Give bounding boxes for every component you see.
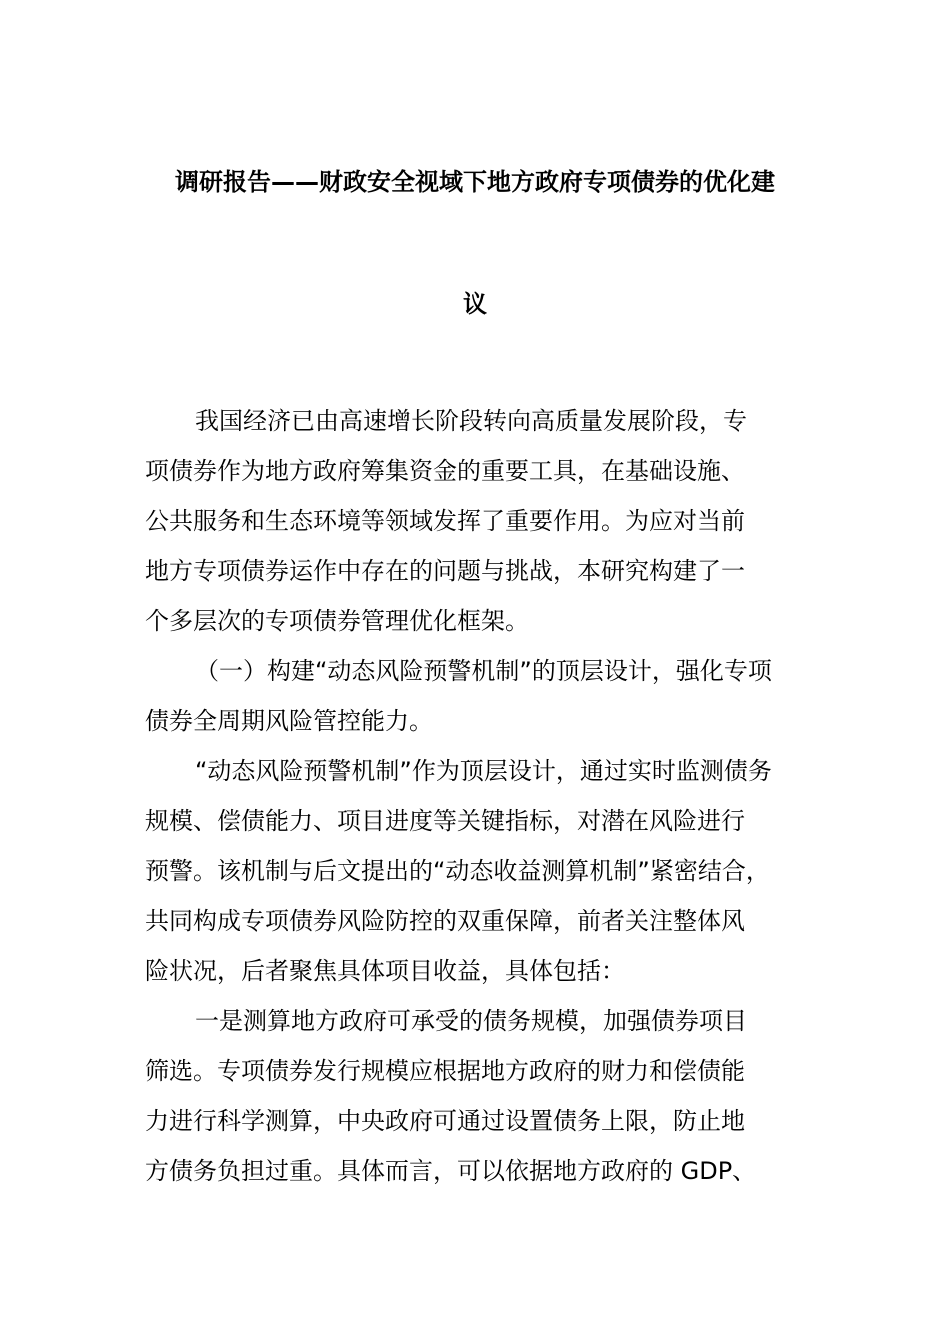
body-line: 债券全周期风险管控能力。	[145, 707, 433, 735]
body-line: 我国经济已由高速增长阶段转向高质量发展阶段，专	[195, 407, 747, 435]
body-line: 规模、偿债能力、项目进度等关键指标，对潜在风险进行	[145, 807, 745, 835]
body-line: 项债券作为地方政府筹集资金的重要工具，在基础设施、	[145, 457, 745, 485]
body-line: 方债务负担过重。具体而言，可以依据地方政府的 GDP、	[145, 1157, 757, 1185]
body-line: 个多层次的专项债券管理优化框架。	[145, 607, 529, 635]
body-line: 公共服务和生态环境等领域发挥了重要作用。为应对当前	[145, 507, 745, 535]
body-line: 预警。该机制与后文提出的“动态收益测算机制”紧密结合，	[145, 857, 770, 885]
body-line: 一是测算地方政府可承受的债务规模，加强债券项目	[195, 1007, 747, 1035]
body-line: 力进行科学测算，中央政府可通过设置债务上限，防止地	[145, 1107, 745, 1135]
document-title-line-2: 议	[463, 290, 487, 318]
body-line: （一）构建“动态风险预警机制”的顶层设计，强化专项	[195, 657, 772, 685]
body-line: “动态风险预警机制”作为顶层设计，通过实时监测债务	[195, 757, 772, 785]
body-line: 险状况，后者聚焦具体项目收益，具体包括：	[145, 957, 625, 985]
body-line: 共同构成专项债券风险防控的双重保障，前者关注整体风	[145, 907, 745, 935]
body-line: 筛选。专项债券发行规模应根据地方政府的财力和偿债能	[145, 1057, 745, 1085]
document-title-line-1: 调研报告——财政安全视域下地方政府专项债券的优化建	[175, 168, 775, 196]
body-line: 地方专项债券运作中存在的问题与挑战，本研究构建了一	[145, 557, 745, 585]
